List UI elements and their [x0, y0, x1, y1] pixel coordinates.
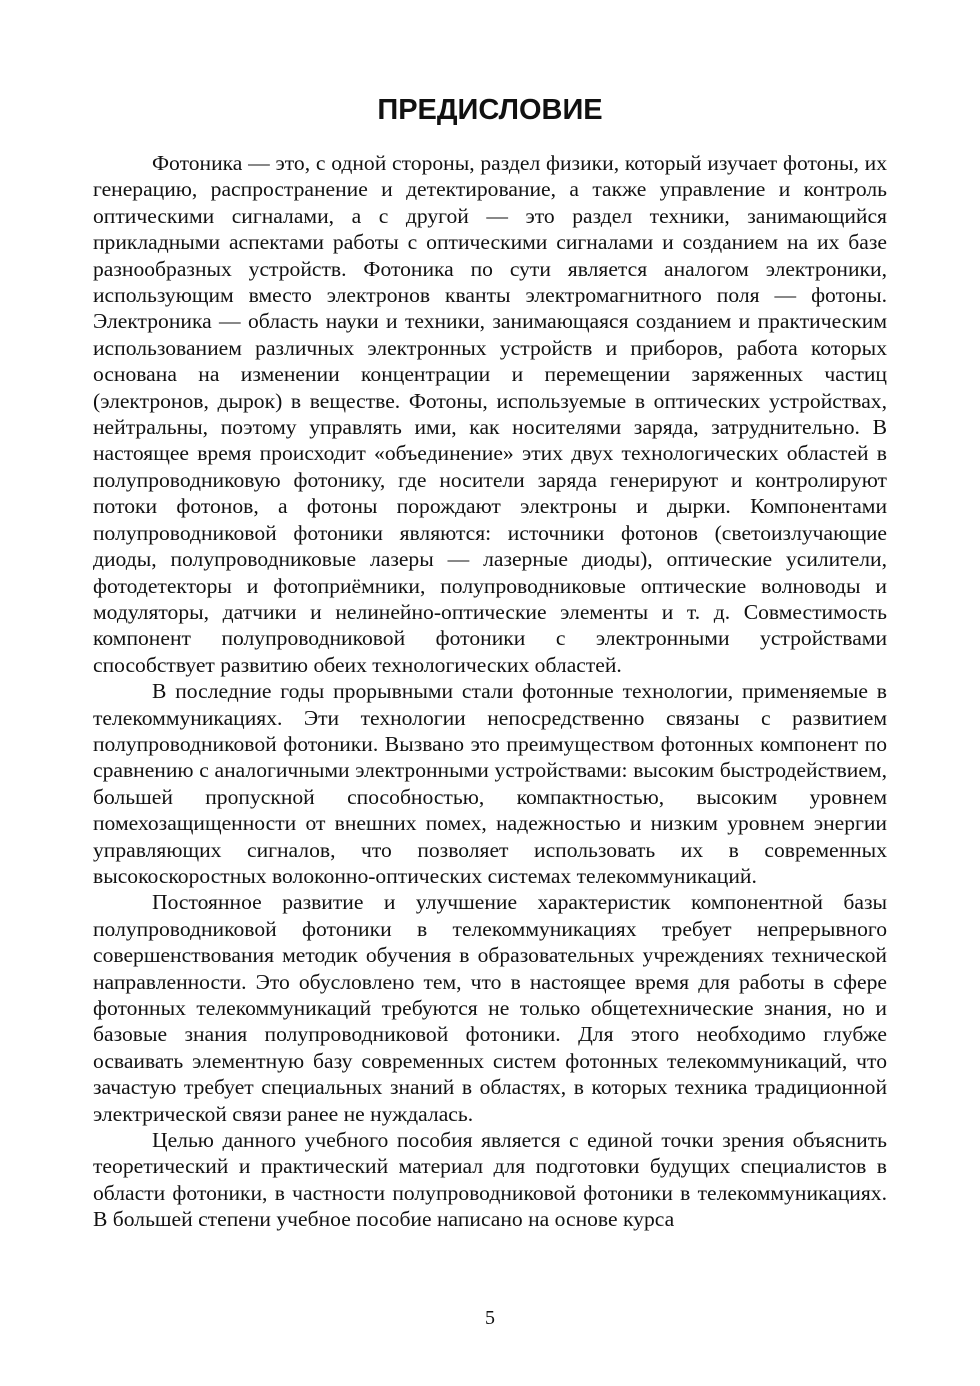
- paragraph-2: В последние годы прорывными стали фотонные технологии, применяемые в телекоммуникациях. Эти технологии непосредственно связаны с развитием полупроводниковой фотоники. Вызвано это преимуществом фотонных компонент по сравнению с аналогичными электронными устройствами: высоким быстродействием, большей пропускной способностью, компактностью, высоким уровнем помехозащищенности от внешних помех, надежностью и низким уровнем энергии управляющих сигналов, что позволяет использовать их в современных высокоскоростных волоконно-оптических системах телекоммуникаций.: [93, 679, 887, 888]
- page-title: ПРЕДИСЛОВИЕ: [377, 94, 603, 126]
- paragraph-3: Постоянное развитие и улучшение характеристик компонентной базы полупроводниковой фотоники в телекоммуникациях требует непрерывного совершенствования методик обучения в образовательных учреждениях технической направленности. Это обусловлено тем, что в настоящее время для работы в сфере фотонных телекоммуникаций требуются не только общетехнические знания, но и базовые знания полупроводниковой фотоники. Для этого необходимо глубже осваивать элементную базу современных систем фотонных телекоммуникаций, что зачастую требует специальных знаний в областях, в которых техника традиционной электрической связи ранее не нуждалась.: [93, 890, 887, 1126]
- page-number: 5: [485, 1307, 495, 1329]
- body-text: [93, 150, 887, 1233]
- paragraph-4: Целью данного учебного пособия является с единой точки зрения объяснить теоретический и практический материал для подготовки будущих специалистов в области фотоники, в частности полупроводниковой фотоники в телекоммуникациях. В большей степени учебное пособие написано на основе курса: [93, 1128, 887, 1232]
- paragraph-1: Фотоника — это, с одной стороны, раздел физики, который изучает фотоны, их генерацию, распространение и детектирование, а также управление и контроль оптическими сигналами, а с другой — это раздел техники, занимающийся прикладными аспектами работы с оптическими сигналами и созданием на их базе разнообразных устройств. Фотоника по сути является аналогом электроники, использующим вместо электронов кванты электромагнитного поля — фотоны. Электроника — область науки и техники, занимающаяся созданием и практическим использованием различных электронных устройств и приборов, работа которых основана на изменении концентрации и перемещении заряженных частиц (электронов, дырок) в веществе. Фотоны, используемые в оптических устройствах, нейтральны, поэтому управлять ими, как носителями заряда, затруднительно. В настоящее время происходит «объединение» этих двух технологических областей в полупроводниковую фотонику, где носители заряда генерируют и контролируют потоки фотонов, а фотоны порождают электроны и дырки. Компонентами полупроводниковой фотоники являются: источники фотонов (светоизлучающие диоды, полупроводниковые лазеры — лазерные диоды), оптические усилители, фотодетекторы и фотоприёмники, полупроводниковые оптические волноводы и модуляторы, датчики и нелинейно-оптические элементы и т. д. Совместимость компонент полупроводниковой фотоники с электронными устройствами способствует развитию обеих технологических областей.: [93, 151, 887, 677]
